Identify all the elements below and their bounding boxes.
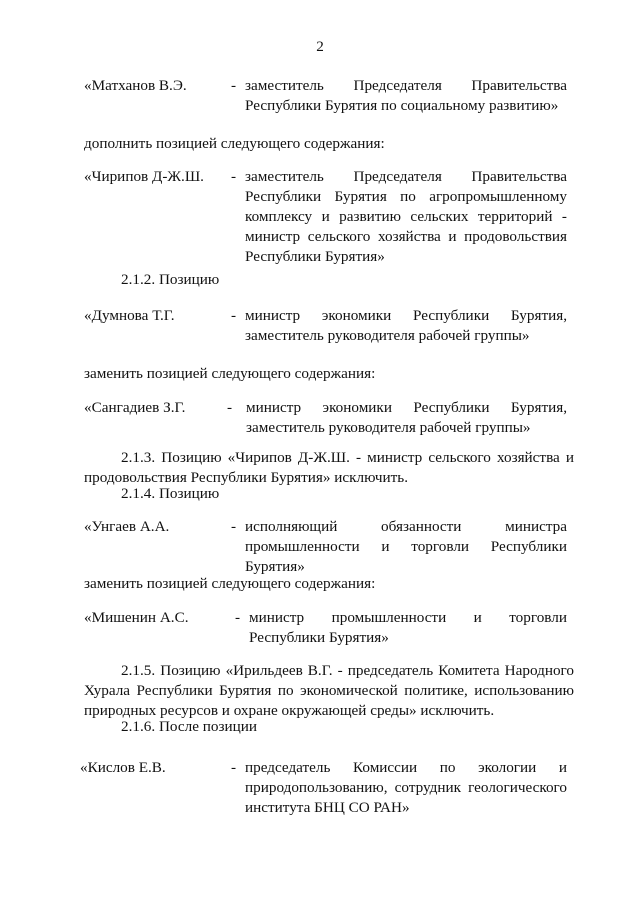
person-name: «Чирипов Д-Ж.Ш. — [84, 168, 204, 185]
position-description: исполняющий обязанности министра промышленности и торговли Республики Бурятия» — [245, 518, 567, 575]
paragraph: дополнить позицией следующего содержания: — [84, 135, 385, 152]
position-description: председатель Комиссии по экологии и природопользованию, сотрудник геологического института БНЦ СО РАН» — [245, 759, 567, 816]
person-name: «Думнова Т.Г. — [84, 307, 175, 324]
position-description: заместитель Председателя Правительства Республики Бурятия по агропромышленному комплексу и развитию сельских территорий - министр сельского хозяйства и продовольствия Республики Бурятия» — [245, 168, 567, 265]
dash: - — [235, 609, 241, 626]
paragraph: 2.1.6. После позиции — [121, 718, 257, 735]
position-description: заместитель Председателя Правительства Республики Бурятия по социальному развитию» — [245, 77, 567, 114]
paragraph: 2.1.3. Позицию «Чирипов Д-Ж.Ш. - министр сельского хозяйства и продовольствия Республики Бурятия» исключить. — [84, 449, 574, 486]
position-description: министр экономики Республики Бурятия, заместитель руководителя рабочей группы» — [245, 307, 567, 344]
dash: - — [231, 77, 237, 94]
page-number: 2 — [316, 38, 324, 55]
person-name: «Матханов В.Э. — [84, 77, 187, 94]
dash: - — [231, 518, 237, 535]
paragraph: 2.1.4. Позицию — [121, 485, 220, 502]
person-name: «Сангадиев З.Г. — [84, 399, 186, 416]
dash: - — [231, 759, 237, 776]
person-name: «Кислов Е.В. — [80, 759, 166, 776]
paragraph: заменить позицией следующего содержания: — [84, 365, 376, 382]
dash: - — [227, 399, 233, 416]
position-description: министр экономики Республики Бурятия, заместитель руководителя рабочей группы» — [246, 399, 567, 436]
dash: - — [231, 307, 237, 324]
position-description: министр промышленности и торговли Республики Бурятия» — [249, 609, 567, 646]
person-name: «Мишенин А.С. — [84, 609, 189, 626]
paragraph: 2.1.2. Позицию — [121, 271, 220, 288]
dash: - — [231, 168, 237, 185]
person-name: «Унгаев А.А. — [84, 518, 170, 535]
paragraph: заменить позицией следующего содержания: — [84, 575, 376, 592]
paragraph: 2.1.5. Позицию «Ирильдеев В.Г. - председатель Комитета Народного Хурала Республики Бурятия по экономической политике, использованию природных ресурсов и охране окружающей среды» исключить. — [84, 662, 574, 719]
